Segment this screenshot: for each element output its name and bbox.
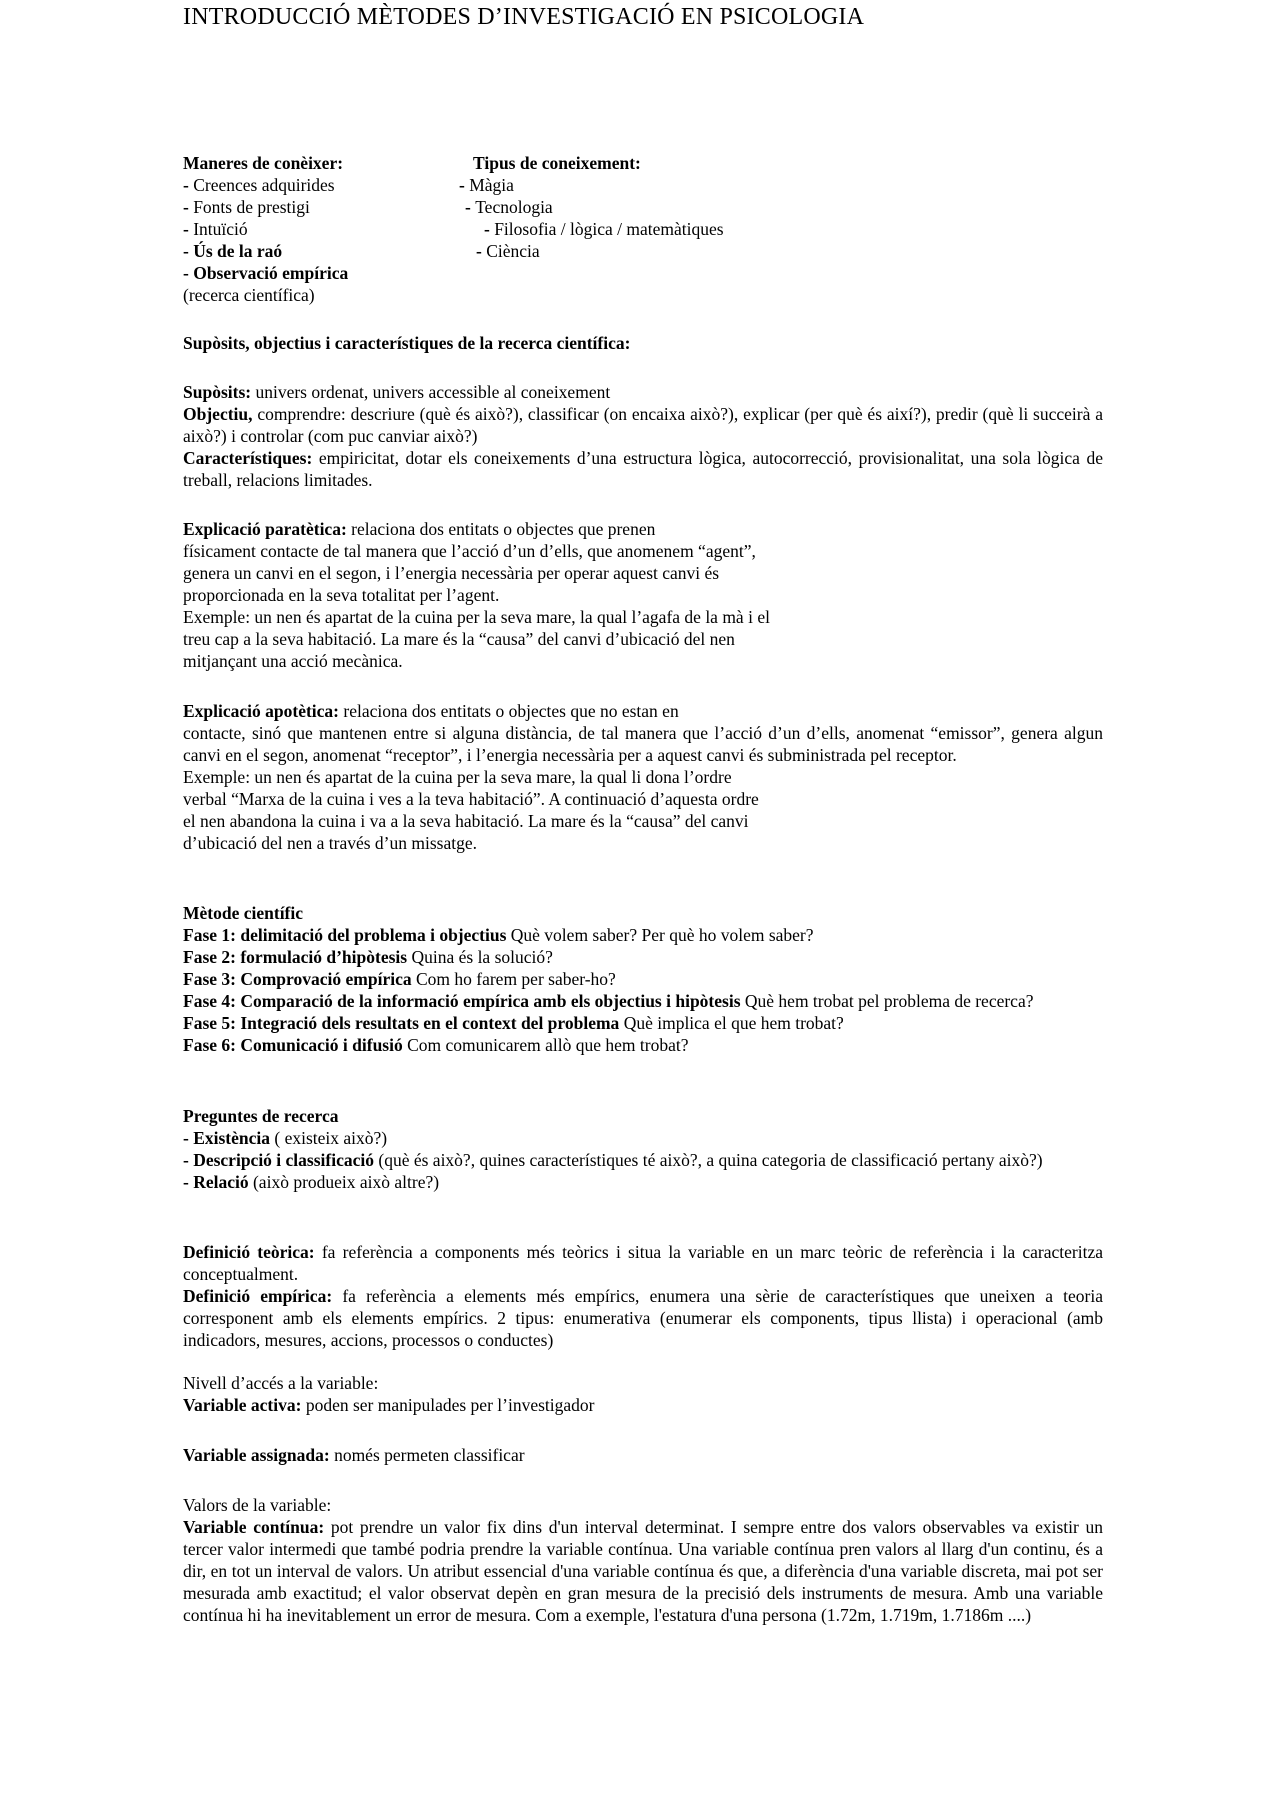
list-item: - Ús de la raó	[183, 241, 283, 261]
preguntes-section	[183, 1105, 1103, 1193]
list-item: Fase 2: formulació d’hipòtesis Quina és la solució?	[183, 947, 553, 967]
section-heading: Supòsits, objectius i característiques de la recerca científica:	[183, 333, 631, 353]
paragraph: Objectiu, comprendre: descriure (què és això?), classificar (on encaixa això?), explicar (per què és així?), predir (què li succeirà a això?) i controlar (com puc canviar això?)	[183, 404, 1103, 446]
page-title: INTRODUCCIÓ MÈTODES D’INVESTIGACIÓ EN PSICOLOGIA	[183, 4, 865, 30]
section-heading: Nivell d’accés a la variable:	[183, 1373, 379, 1393]
list-item: Fase 4: Comparació de la informació empírica amb els objectius i hipòtesis Què hem trobat pel problema de recerca?	[183, 991, 1034, 1011]
list-item: - Màgia	[459, 175, 514, 195]
paragraph: Variable assignada: només permeten classificar	[183, 1445, 525, 1465]
list-item: - Descripció i classificació (què és això?, quines característiques té això?, a quina categoria de classificació pertany això?)	[183, 1150, 1043, 1170]
paragraph: Variable activa: poden ser manipulades per l’investigador	[183, 1395, 595, 1415]
suposits-section	[183, 332, 1103, 354]
list-item: Fase 3: Comprovació empírica Com ho farem per saber-ho?	[183, 969, 616, 989]
paragraph: Definició teòrica: fa referència a components més teòrics i situa la variable en un marc teòric de referència i la caracteritza conceptualment.	[183, 1242, 1103, 1284]
list-item: - Existència ( existeix això?)	[183, 1128, 388, 1148]
paratetica-section: Explicació paratètica: relaciona dos entitats o objectes que prenen físicament contacte de tal manera que l’acció d’un d’ells, que anomenem “agent”, genera un canvi en el segon, i l’energia necessària per operar aquest canvi és proporcionada en la seva totalitat per l’agent. Exemple: un nen és apartat de la cuina per la seva mare, la qual l’agafa de la mà i el treu cap a la seva habitació. La mare és la “causa” del canvi d’ubicació del nen mitjançant una acció mecànica.	[183, 519, 770, 671]
valors-section	[183, 1494, 1103, 1626]
list-item: - Filosofia / lògica / matemàtiques	[484, 219, 724, 239]
section-heading: Valors de la variable:	[183, 1495, 332, 1515]
list-item: Fase 1: delimitació del problema i objectius Què volem saber? Per què ho volem saber?	[183, 925, 814, 945]
section-heading: Preguntes de recerca	[183, 1106, 339, 1126]
list-item: - Fonts de prestigi	[183, 197, 310, 217]
list-item: Fase 5: Integració dels resultats en el context del problema Què implica el que hem trobat?	[183, 1013, 844, 1033]
maneres-heading: Maneres de conèixer:	[183, 153, 344, 173]
paragraph: Variable contínua: pot prendre un valor fix dins d'un interval determinat. I sempre entre dos valors observables va existir un tercer valor intermedi que també podria prendre la variable contínua. Una variable contínua pren valors al llarg d'un continu, és a dir, en tot un interval de valors. Un atribut essencial d'una variable contínua és que, a diferència d'una variable discreta, mai pot ser mesurada amb exactitud; el valor observat depèn en gran mesura de la precisió dels instruments de mesura. Amb una variable contínua hi ha inevitablement un error de mesura. Com a exemple, l'estatura d'una persona (1.72m, 1.719m, 1.7186m ....)	[183, 1517, 1103, 1625]
suposits-body	[183, 381, 1103, 491]
tipus-heading: Tipus de coneixement:	[473, 153, 641, 173]
knowledge-columns	[183, 152, 1103, 305]
paragraph: Definició empírica: fa referència a elements més empírics, enumera una sèrie de característiques que uneixen a teoria corresponent amb els elements empírics. 2 tipus: enumerativa (enumerar els components, tipus llista) i operacional (amb indicadors, mesures, accions, processos o conductes)	[183, 1286, 1104, 1350]
maneres-list	[183, 152, 348, 306]
list-item: - Creences adquirides	[183, 175, 335, 195]
paragraph: Característiques: empiricitat, dotar els coneixements d’una estructura lògica, autocorrecció, provisionalitat, una sola lògica de treball, relacions limitades.	[183, 448, 1103, 490]
maneres-note: (recerca científica)	[183, 285, 315, 305]
paragraph: Supòsits: univers ordenat, univers accessible al coneixement	[183, 382, 611, 402]
list-item: - Relació (això produeix això altre?)	[183, 1172, 440, 1192]
nivell-section	[183, 1372, 1103, 1416]
list-item: - Ciència	[476, 241, 540, 261]
variable-assignada	[183, 1444, 1103, 1466]
section-heading: Mètode científic	[183, 903, 304, 923]
list-item: - Observació empírica	[183, 263, 349, 283]
definicions-section	[183, 1241, 1103, 1351]
list-item: Fase 6: Comunicació i difusió Com comunicarem allò que hem trobat?	[183, 1035, 689, 1055]
list-item: - Tecnologia	[465, 197, 553, 217]
metode-section	[183, 902, 1103, 1056]
apotetica-section: Explicació apotètica: relaciona dos entitats o objectes que no estan en contacte, sinó que mantenen entre si alguna distància, de tal manera que l’acció d’un d’ells, anomenat “emissor”, genera algun canvi en el segon, anomenat “receptor”, i l’energia necessària per a aquest canvi és subministrada pel receptor. Exemple: un nen és apartat de la cuina per la seva mare, la qual li dona l’ordre verbal “Marxa de la cuina i ves a la teva habitació”. A continuació d’aquesta ordre el nen abandona la cuina i va a la seva habitació. La mare és la “causa” del canvi d’ubicació del nen a través d’un missatge.	[183, 701, 1103, 853]
list-item: - Intuïció	[183, 219, 248, 239]
